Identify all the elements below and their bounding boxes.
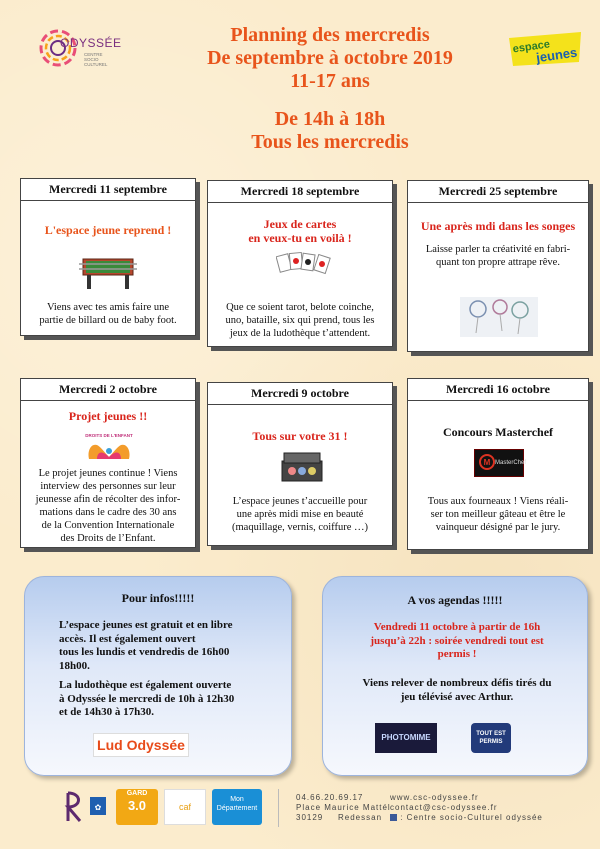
session-description	[208, 495, 392, 534]
description-line: une après midi mise en beauté	[236, 509, 364, 520]
description-line: ser ton meilleur gâteau et être le	[430, 509, 566, 520]
infos-paragraph-2	[59, 679, 234, 720]
infos-line: L’espace jeunes est gratuit et en libre	[59, 619, 233, 631]
babyfoot-icon	[79, 249, 137, 289]
session-title	[208, 217, 392, 245]
session-date: Mercredi 11 septembre	[21, 179, 195, 201]
infos-panel	[24, 576, 292, 776]
session-card-oct-16	[407, 378, 589, 550]
description-line: Laisse parler ta créativité en fabri-	[425, 244, 571, 255]
session-title-line: Jeux de cartes	[263, 217, 337, 231]
gard-logo	[116, 789, 158, 825]
title-line-3: 11-17 ans	[290, 70, 370, 92]
session-date: Mercredi 18 septembre	[208, 181, 392, 203]
description-line: des Droits de l’Enfant.	[60, 533, 156, 544]
agenda-highlight	[337, 621, 577, 662]
agenda-title: A vos agendas !!!!!	[407, 593, 503, 607]
caf-logo: caf	[164, 789, 206, 825]
description-line: partie de billard ou de baby foot.	[39, 315, 177, 326]
footer-postcode: 30129	[296, 813, 324, 822]
session-description	[208, 301, 392, 340]
children-rights-hands-icon	[85, 439, 133, 461]
agenda-description	[337, 677, 577, 704]
agenda-highlight-line: jusqu’à 22h : soirée vendredi tout est	[370, 634, 544, 647]
gard-logo-top: GARD	[126, 790, 148, 797]
description-line: mations dans le cadre des 30 ans	[39, 507, 177, 518]
footer-email: contact@csc-odyssee.fr	[390, 803, 498, 812]
session-card-oct-2	[20, 378, 196, 548]
region-logo	[62, 789, 88, 825]
tout-est-permis-logo: TOUT EST PERMIS	[471, 723, 511, 753]
session-date: Mercredi 16 octobre	[408, 379, 588, 401]
description-line: L’espace jeunes t’accueille pour	[232, 496, 368, 507]
footer-facebook	[390, 813, 543, 822]
prefecture-logo	[88, 789, 108, 825]
espace-jeunes-logo	[505, 28, 585, 68]
title-line-1: Planning des mercredis	[230, 24, 430, 46]
description-line: uno, bataille, six qui prend, tous les	[225, 315, 375, 326]
masterchef-logo	[474, 449, 527, 477]
session-description	[21, 467, 195, 545]
footer-partners	[52, 785, 552, 831]
description-line: Viens avec tes amis faire une	[46, 302, 170, 313]
svg-text:✿: ✿	[94, 803, 102, 812]
footer-website: www.csc-odyssee.fr	[390, 793, 479, 802]
gard-logo-number: 3.0	[127, 798, 147, 813]
description-line: Que ce soient tarot, belote coinche,	[226, 302, 374, 313]
makeup-kit-icon	[278, 451, 326, 485]
odyssee-logo-sub: CENTRE SOCIO CULTUREL	[84, 52, 108, 67]
infos-title: Pour infos!!!!!	[121, 591, 195, 605]
session-description	[408, 495, 588, 534]
footer-address: Place Maurice Mattél	[296, 803, 391, 812]
infos-line: La ludothèque est également ouverte	[59, 679, 232, 691]
title-line-2: De septembre à octobre 2019	[207, 47, 453, 69]
session-date: Mercredi 2 octobre	[21, 379, 195, 401]
description-line: (maquillage, vernis, coiffure …)	[232, 522, 368, 533]
session-title: Tous sur votre 31 !	[252, 429, 348, 443]
page-title	[150, 24, 510, 93]
session-description	[21, 301, 195, 327]
session-card-sept-18	[207, 180, 393, 347]
agenda-highlight-line: permis !	[437, 648, 477, 660]
session-title: Une après mdi dans les songes	[420, 219, 576, 233]
session-card-sept-11	[20, 178, 196, 336]
session-description	[408, 243, 588, 269]
odyssee-logo-name: ODYSSÉE	[60, 36, 122, 50]
session-title: L'espace jeune reprend !	[44, 223, 172, 237]
infos-paragraph-1	[59, 619, 233, 673]
footer-city: Redessan	[338, 813, 383, 822]
session-card-sept-25	[407, 180, 589, 352]
session-title: Concours Masterchef	[442, 425, 554, 439]
playing-cards-icon	[276, 249, 334, 279]
session-title: Projet jeunes !!	[68, 409, 148, 423]
description-line: vainqueur désigné par le jury.	[435, 522, 561, 533]
masterchef-caption: MasterChef	[495, 460, 527, 466]
description-line: Le projet jeunes continue ! Viens	[38, 468, 178, 479]
agenda-line: jeu télévisé avec Arthur.	[400, 690, 514, 703]
session-date: Mercredi 9 octobre	[208, 383, 392, 405]
agenda-panel	[322, 576, 588, 776]
svg-text:M: M	[483, 458, 491, 467]
session-title-line: en veux-tu en voilà !	[248, 231, 352, 245]
dreamcatcher-icon	[460, 297, 538, 337]
facebook-icon	[390, 814, 397, 821]
description-line: Tous aux fourneaux ! Viens réali-	[427, 496, 569, 507]
footer-facebook-text: : Centre socio-Culturel odyssée	[400, 813, 543, 822]
description-line: jeux de la ludothèque t’attendent.	[229, 328, 371, 339]
footer-phone: 04.66.20.69.17	[296, 793, 364, 802]
hours-text: De 14h à 18h	[274, 108, 386, 130]
infos-line: 18h00.	[59, 659, 90, 672]
infos-line: et de 14h30 à 17h30.	[59, 706, 155, 718]
odyssee-logo	[36, 26, 126, 74]
espace-jeunes-line1: espace	[512, 38, 551, 56]
agenda-line: Viens relever de nombreux défis tirés du	[362, 677, 552, 689]
description-line: quant ton propre attrape rêve.	[436, 257, 560, 268]
description-line: de la Convention Internationale	[41, 520, 175, 531]
espace-jeunes-line2: jeunes	[535, 44, 579, 66]
infos-line: tous les lundis et vendredis de 16h00	[59, 646, 230, 658]
description-line: interview des personnes sur leur	[40, 481, 176, 492]
infos-line: à Odyssée le mercredi de 10h à 12h30	[59, 692, 235, 705]
children-rights-caption: DROITS DE L'ENFANT	[85, 433, 133, 438]
footer-divider	[278, 789, 279, 827]
departement-logo: Mon Département	[212, 789, 262, 825]
days-text: Tous les mercredis	[251, 131, 409, 153]
agenda-highlight-line: Vendredi 11 octobre à partir de 16h	[373, 621, 541, 633]
session-card-oct-9	[207, 382, 393, 546]
session-date: Mercredi 25 septembre	[408, 181, 588, 203]
photomime-logo: PHOTOMIME	[375, 723, 437, 753]
description-line: jeunesse afin de récolter des infor-	[35, 494, 181, 505]
schedule-hours	[150, 108, 510, 154]
ludotheque-logo: Lud Odyssée	[93, 733, 189, 757]
infos-line: accès. Il est également ouvert	[59, 632, 196, 645]
